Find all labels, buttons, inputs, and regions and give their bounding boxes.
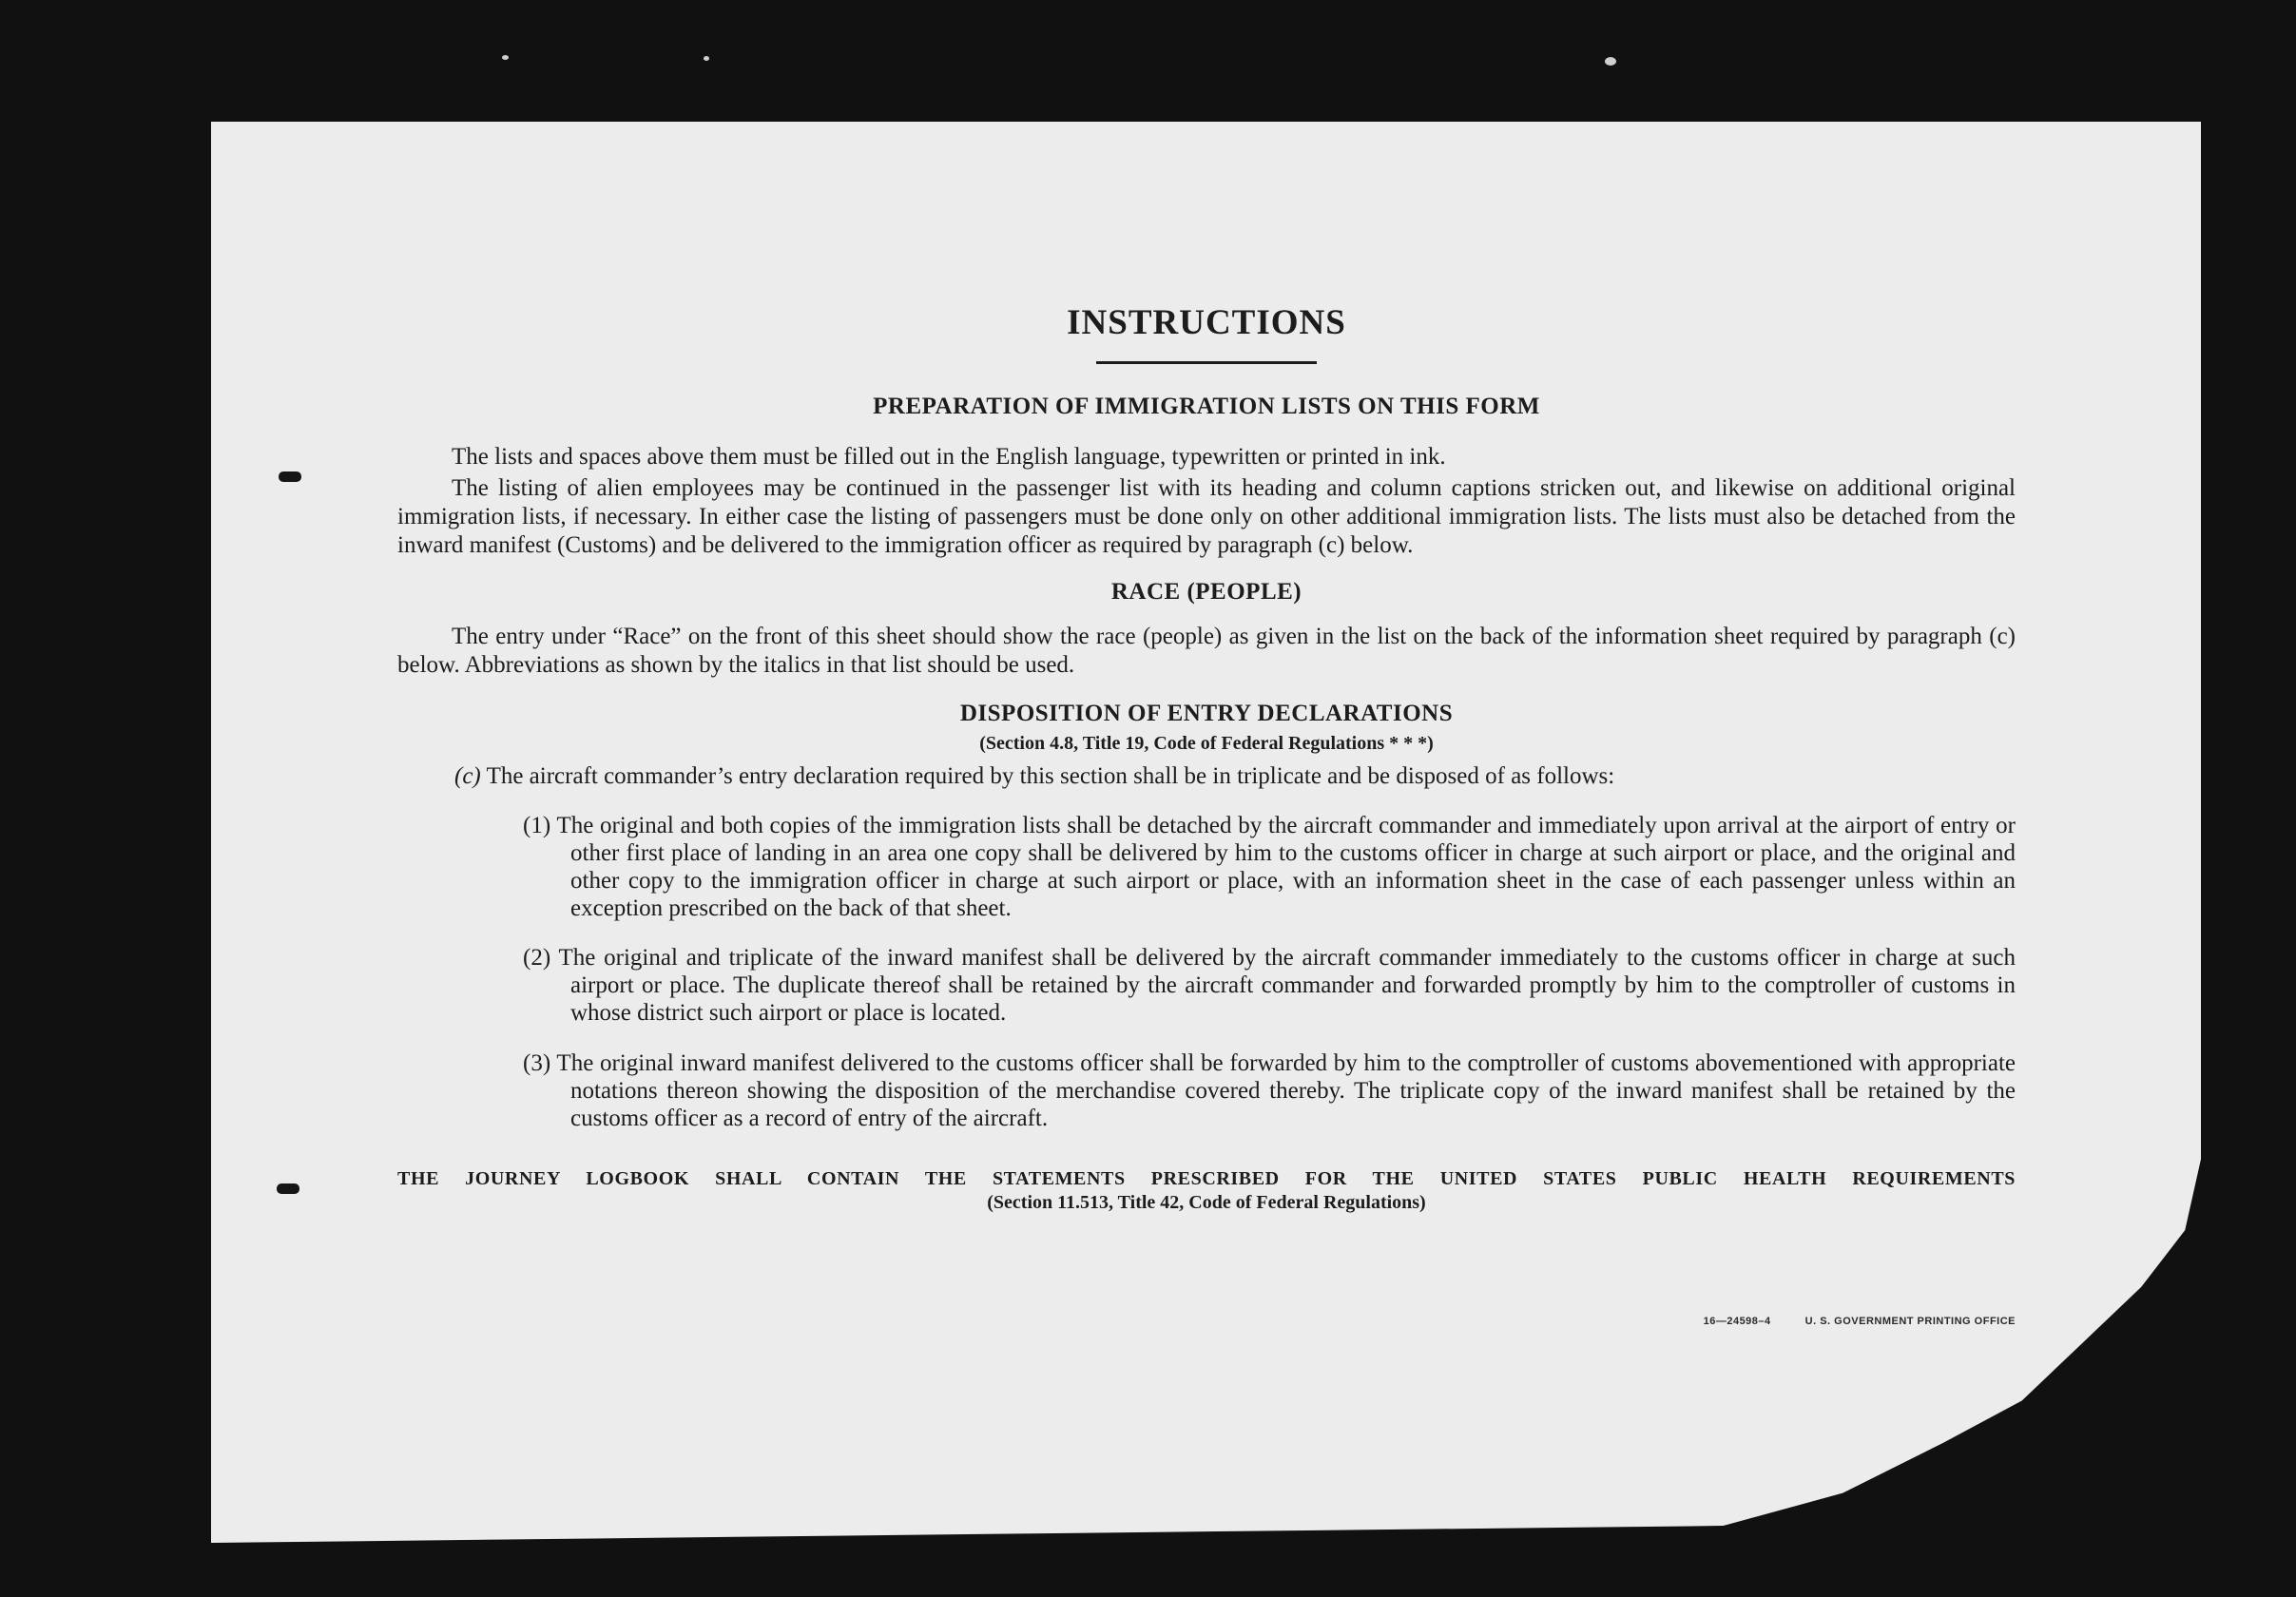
race-paragraph: The entry under “Race” on the front of this sheet should show the race (people) as given in the list on the back of the information sheet required by paragraph (c) below. Abbreviations as shown by the italics in that list should be used. [397,624,2016,678]
punch-hole [277,1183,299,1194]
disposition-intro [397,762,2016,791]
race-heading: RACE (PEOPLE) [1110,579,1302,605]
scan-speck [1605,57,1616,66]
disposition-intro-label: (c) [454,763,481,789]
item-number: (3) [523,1050,551,1076]
scan-speck [704,56,709,61]
item-text: The original and triplicate of the inward manifest shall be delivered by the aircraft commander immediately to the customs officer in charge at such airport or place. The duplicate thereof shall be retained by the aircraft commander and forwarded promptly by him to the comptroller of customs in whose district such airport or place is located. [558,945,2016,1026]
item-text: The original inward manifest delivered to the customs officer shall be forwarded by him to the comptroller of customs abovementioned with appropriate notations thereon showing the disposition of the merchandise covered thereby. The triplicate copy of the inward manifest shall be retained by the customs officer as a record of entry of the aircraft. [556,1050,2016,1131]
preparation-paragraph-1: The lists and spaces above them must be filled out in the English language, typewritten or printed in ink. [452,444,1446,470]
preparation-paragraph-2: The listing of alien employees may be continued in the passenger list with its heading and column captions stricken out, and likewise on additional original immigration lists, if necessary. In either case the listing of passengers must be done only on other additional immigration lists. The lists must also be detached from the inward manifest (Customs) and be delivered to the immigration officer as required by paragraph (c) below. [397,475,2016,558]
item-number: (1) [523,813,551,838]
item-number: (2) [523,945,551,971]
disposition-item-1 [397,812,2016,922]
disposition-item-2 [397,944,2016,1027]
printer-imprint [1704,1316,2016,1327]
punch-hole [279,471,301,482]
title-rule [1096,361,1317,364]
disposition-item-3 [397,1049,2016,1132]
disposition-intro-text: The aircraft commander’s entry declaration required by this section shall be in triplicate and be disposed of as follows: [486,763,1615,789]
public-health-statement: THE JOURNEY LOGBOOK SHALL CONTAIN THE STATEMENTS PRESCRIBED FOR THE UNITED STATES PUBLIC HEALTH REQUIREMENTS [397,1168,2016,1189]
disposition-heading: DISPOSITION OF ENTRY DECLARATIONS [959,701,1454,726]
disposition-citation: (Section 4.8, Title 19, Code of Federal Regulations * * *) [979,733,1434,754]
instructions-content [397,302,2016,1327]
document-title: INSTRUCTIONS [1067,303,1346,342]
scan-speck [502,55,509,60]
printer-office: U. S. GOVERNMENT PRINTING OFFICE [1804,1316,2016,1327]
printer-code: 16—24598–4 [1703,1316,1771,1327]
item-text: The original and both copies of the immigration lists shall be detached by the aircraft commander and immediately upon arrival at the airport of entry or other first place of landing in an area one copy shall be delivered by him to the customs officer in charge at such airport or place, and the original and other copy to the immigration officer in charge at such airport or place, with an information sheet in the case of each passenger unless within an exception prescribed on the back of that sheet. [556,813,2016,921]
preparation-heading: PREPARATION OF IMMIGRATION LISTS ON THIS FORM [873,394,1540,419]
public-health-citation: (Section 11.513, Title 42, Code of Federal Regulations) [987,1192,1426,1213]
